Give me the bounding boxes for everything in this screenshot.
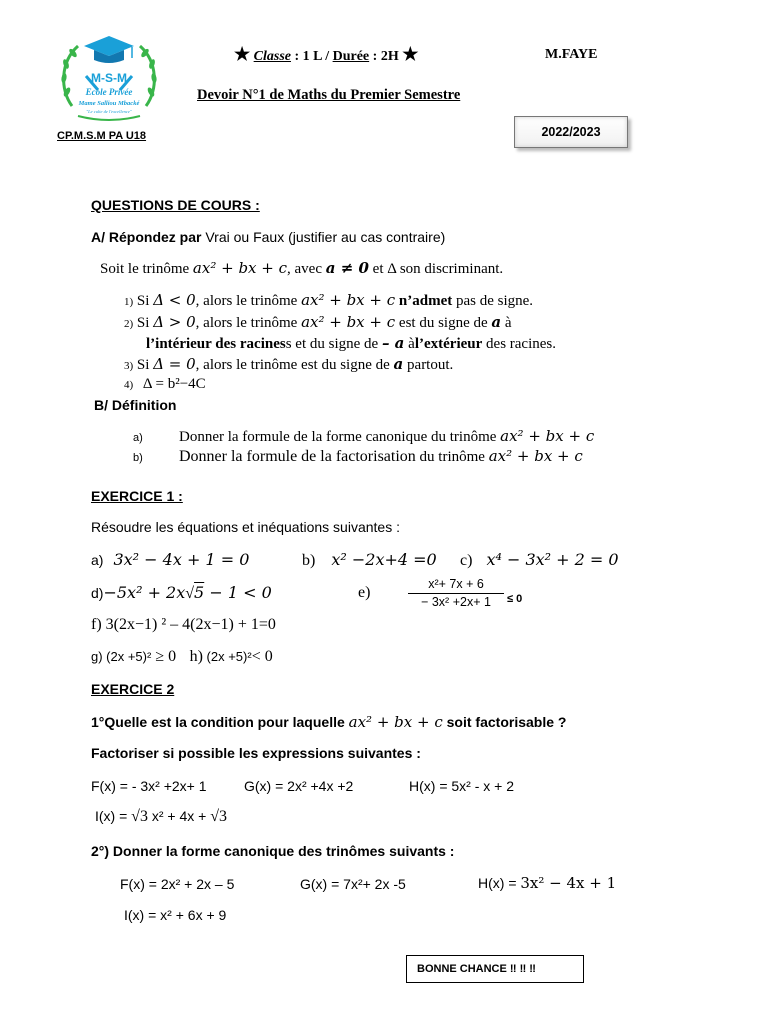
ex1-b <box>302 550 437 570</box>
item-math: Δ = 0 <box>153 355 196 373</box>
school-logo <box>58 32 160 124</box>
ex1-d <box>91 583 272 603</box>
intro-text: , avec <box>287 261 326 277</box>
equation: −5x² + 2x <box>103 583 186 602</box>
item-number: 4) <box>124 379 134 391</box>
item-math: ax² + bx + c <box>488 447 583 465</box>
school-year-badge: 2022/2023 <box>514 116 628 148</box>
fraction-bar <box>408 593 504 594</box>
item-math: Δ > 0 <box>153 313 196 331</box>
star-icon: ★ <box>234 44 251 64</box>
ex1-e-fraction <box>408 577 504 609</box>
ex2-heading: EXERCICE 2 <box>91 681 175 697</box>
ex2-q2: 2°) Donner la forme canonique des trinômes suivants : <box>91 843 455 859</box>
question-text: 1°Quelle est la condition pour laquelle <box>91 714 349 730</box>
cours-heading: QUESTIONS DE COURS : <box>91 197 260 213</box>
page-title: Devoir N°1 de Maths du Premier Semestre <box>197 87 461 103</box>
equation: (2x +5)² <box>102 649 152 664</box>
eq-label: a) <box>91 552 104 568</box>
item-formula: Δ = b²−4C <box>142 376 206 392</box>
ex1-heading: EXERCICE 1 : <box>91 488 183 504</box>
item-text: est du signe de <box>395 315 492 331</box>
good-luck-box: BONNE CHANCE ‼ ‼ ‼ <box>406 955 584 983</box>
cours-item-2-continued <box>146 334 556 353</box>
item-text: n’admet <box>395 293 453 309</box>
ex2-H: H(x) = 5x² - x + 2 <box>409 778 515 794</box>
class-value: : 1 L / <box>290 49 333 64</box>
ex2-I2: I(x) = x² + 6x + 9 <box>124 907 227 923</box>
eq-label: b) <box>302 552 316 569</box>
item-text: , alors le trinôme <box>195 293 302 309</box>
item-text: pas de signe. <box>452 293 534 309</box>
ex2-G2: G(x) = 7x²+ 2x -5 <box>300 876 406 892</box>
intro-condition: a ≠ 0 <box>325 259 369 277</box>
intro-text: et Δ son discriminant. <box>368 261 504 277</box>
eq-label: h) <box>189 648 203 665</box>
cours-item-2 <box>124 313 512 332</box>
intro-text: Soit le trinôme <box>100 261 193 277</box>
eq-label: d) <box>91 585 104 601</box>
item-math: – a <box>381 334 405 352</box>
question-math: ax² + bx + c <box>348 713 443 731</box>
class-label: Classe <box>253 49 291 64</box>
cours-a-title <box>91 229 445 245</box>
item-text: Si <box>136 293 154 309</box>
equation: (2x +5)² <box>202 649 252 664</box>
ex1-a <box>91 550 249 570</box>
item-math: ax² + bx + c <box>301 313 396 331</box>
equation: x² −2x+4 =0 <box>331 550 437 569</box>
sqrt-symbol: √ <box>185 585 195 602</box>
equation: − 1 < 0 <box>204 583 272 602</box>
item-math: ax² + bx + c <box>500 427 595 445</box>
item-text: partout. <box>403 357 454 373</box>
cours-item-1 <box>124 291 533 310</box>
ex1-f <box>91 616 276 634</box>
ex2-q1 <box>91 713 566 731</box>
ex2-H2 <box>478 874 616 892</box>
cours-b-item-b <box>133 447 583 466</box>
cours-item-3 <box>124 355 453 374</box>
eq-label: g) <box>91 649 103 664</box>
sqrt-expr: √3 <box>131 808 148 825</box>
equation: x⁴ − 3x² + 2 = 0 <box>486 550 619 569</box>
duration-value: : 2H <box>369 49 399 64</box>
fraction-numerator: x²+ 7x + 6 <box>428 577 484 591</box>
eq-label: f) <box>91 616 102 633</box>
equation: 3(2x−1) ² – 4(2x−1) + 1=0 <box>101 616 276 633</box>
item-math: a <box>393 355 404 373</box>
cours-intro <box>100 259 503 278</box>
logo-name-line2: Mame Salliou Mbacké <box>78 100 140 107</box>
item-text: à <box>404 336 415 352</box>
item-text: Si <box>136 357 154 373</box>
item-number: b) <box>133 452 143 464</box>
cours-b-item-a <box>133 427 594 446</box>
logo-motto: "Le culte de l'excellence" <box>86 109 132 114</box>
item-text: Donner la formule de la factorisation <box>179 448 416 465</box>
radicand: 5 <box>194 583 205 602</box>
ex1-e-relation: ≤ 0 <box>507 593 523 605</box>
teacher-name: M.FAYE <box>545 47 598 62</box>
item-text: l’extérieur <box>414 336 483 352</box>
equation: ≥ 0 <box>151 648 177 665</box>
expr-math: 3x² − 4x + 1 <box>520 874 617 892</box>
equation: 3x² − 4x + 1 = 0 <box>113 550 250 569</box>
item-number: 2) <box>124 318 134 330</box>
expr-text: I(x) = <box>95 808 132 824</box>
sqrt-expr: √3 <box>210 808 227 825</box>
expr-text: H(x) = <box>478 875 521 891</box>
question-text: soit factorisable ? <box>442 714 567 730</box>
star-icon: ★ <box>402 44 419 64</box>
equation: < 0 <box>251 648 273 665</box>
eq-label: c) <box>460 552 473 569</box>
logo-initials: M-S-M <box>91 71 127 85</box>
item-math: a <box>491 313 502 331</box>
ex1-c <box>460 550 619 570</box>
item-number: 1) <box>124 296 134 308</box>
ex1-e-label: e) <box>358 584 371 601</box>
class-duration-line <box>234 44 418 65</box>
cours-a-title-bold: A/ Répondez par <box>91 229 206 245</box>
ex1-intro: Résoudre les équations et inéquations suivantes : <box>91 519 400 535</box>
item-text: s et du signe de <box>285 336 382 352</box>
ex2-I <box>95 808 227 826</box>
ex2-F2: F(x) = 2x² + 2x – 5 <box>120 876 235 892</box>
ex2-G: G(x) = 2x² +4x +2 <box>244 778 354 794</box>
item-text: l’intérieur des racines <box>146 336 286 352</box>
expr-text: x² + 4x + <box>147 808 211 824</box>
cours-b-title: B/ Définition <box>94 397 177 413</box>
cours-item-4 <box>124 376 206 393</box>
ex2-F: F(x) = - 3x² +2x+ 1 <box>91 778 207 794</box>
school-code: CP.M.S.M PA U18 <box>57 130 147 142</box>
fraction-denominator: − 3x² +2x+ 1 <box>421 595 491 609</box>
item-text: Donner la formule de la forme canonique du trinôme <box>179 429 501 445</box>
item-number: a) <box>133 432 143 444</box>
item-math: ax² + bx + c <box>301 291 396 309</box>
item-number: 3) <box>124 360 134 372</box>
item-text: du trinôme <box>415 449 489 465</box>
item-text: des racines. <box>482 336 556 352</box>
ex2-fact-intro: Factoriser si possible les expressions suivantes : <box>91 745 421 761</box>
item-text: , alors le trinôme est du signe de <box>195 357 394 373</box>
ex1-gh <box>91 648 273 666</box>
intro-trinome: ax² + bx + c <box>192 259 288 277</box>
cours-a-title-rest: Vrai ou Faux (justifier au cas contraire) <box>205 229 446 245</box>
item-text: Si <box>136 315 154 331</box>
item-math: Δ < 0 <box>153 291 196 309</box>
logo-name-line1: Ecole Privée <box>85 87 133 97</box>
duration-label: Durée <box>332 49 370 64</box>
item-text: à <box>501 315 512 331</box>
item-text: , alors le trinôme <box>195 315 302 331</box>
